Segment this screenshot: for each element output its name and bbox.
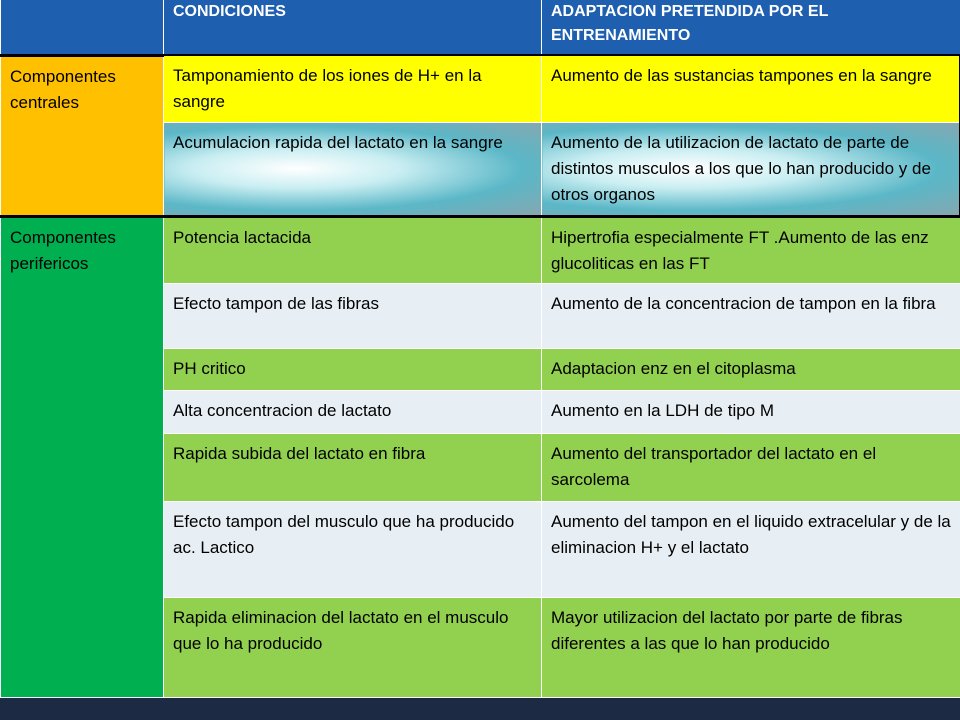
header-adaptation: ADAPTACION PRETENDIDA POR EL ENTRENAMIENTO [542,0,960,55]
adaptation-cell: Adaptacion enz en el citoplasma [542,348,960,390]
adaptation-cell: Aumento en la LDH de tipo M [542,390,960,433]
adaptation-cell: Aumento de la concentracion de tampon en la fibra [542,283,960,348]
adaptation-cell: Hipertrofia especialmente FT .Aumento de las enz glucoliticas en las FT [542,216,960,283]
group-label-central: Componentes centrales [1,55,164,216]
condition-cell: Rapida subida del lactato en fibra [164,433,542,501]
condition-cell: Acumulacion rapida del lactato en la sangre [164,122,542,216]
header-conditions: CONDICIONES [164,0,542,55]
condition-cell: Potencia lactacida [164,216,542,283]
condition-cell: PH critico [164,348,542,390]
adaptation-cell: Aumento de la utilizacion de lactato de parte de distintos musculos a los que lo han producido y de otros organos [542,122,960,216]
table-row [1,216,960,283]
condition-cell: Efecto tampon del musculo que ha producido ac. Lactico [164,501,542,597]
header-corner-cell [1,0,164,55]
condition-cell: Efecto tampon de las fibras [164,283,542,348]
condition-cell: Rapida eliminacion del lactato en el musculo que lo ha producido [164,597,542,697]
adaptation-cell: Aumento de las sustancias tampones en la sangre [542,55,960,122]
adaptation-cell: Aumento del transportador del lactato en el sarcolema [542,433,960,501]
group-label-peripheral: Componentes perifericos [1,216,164,697]
header-row [1,0,960,55]
condition-cell: Tamponamiento de los iones de H+ en la sangre [164,55,542,122]
condition-cell: Alta concentracion de lactato [164,390,542,433]
adaptation-cell: Aumento del tampon en el liquido extracelular y de la eliminacion H+ y el lactato [542,501,960,597]
adaptation-cell: Mayor utilizacion del lactato por parte de fibras diferentes a las que lo han producido [542,597,960,697]
table-row [1,55,960,122]
